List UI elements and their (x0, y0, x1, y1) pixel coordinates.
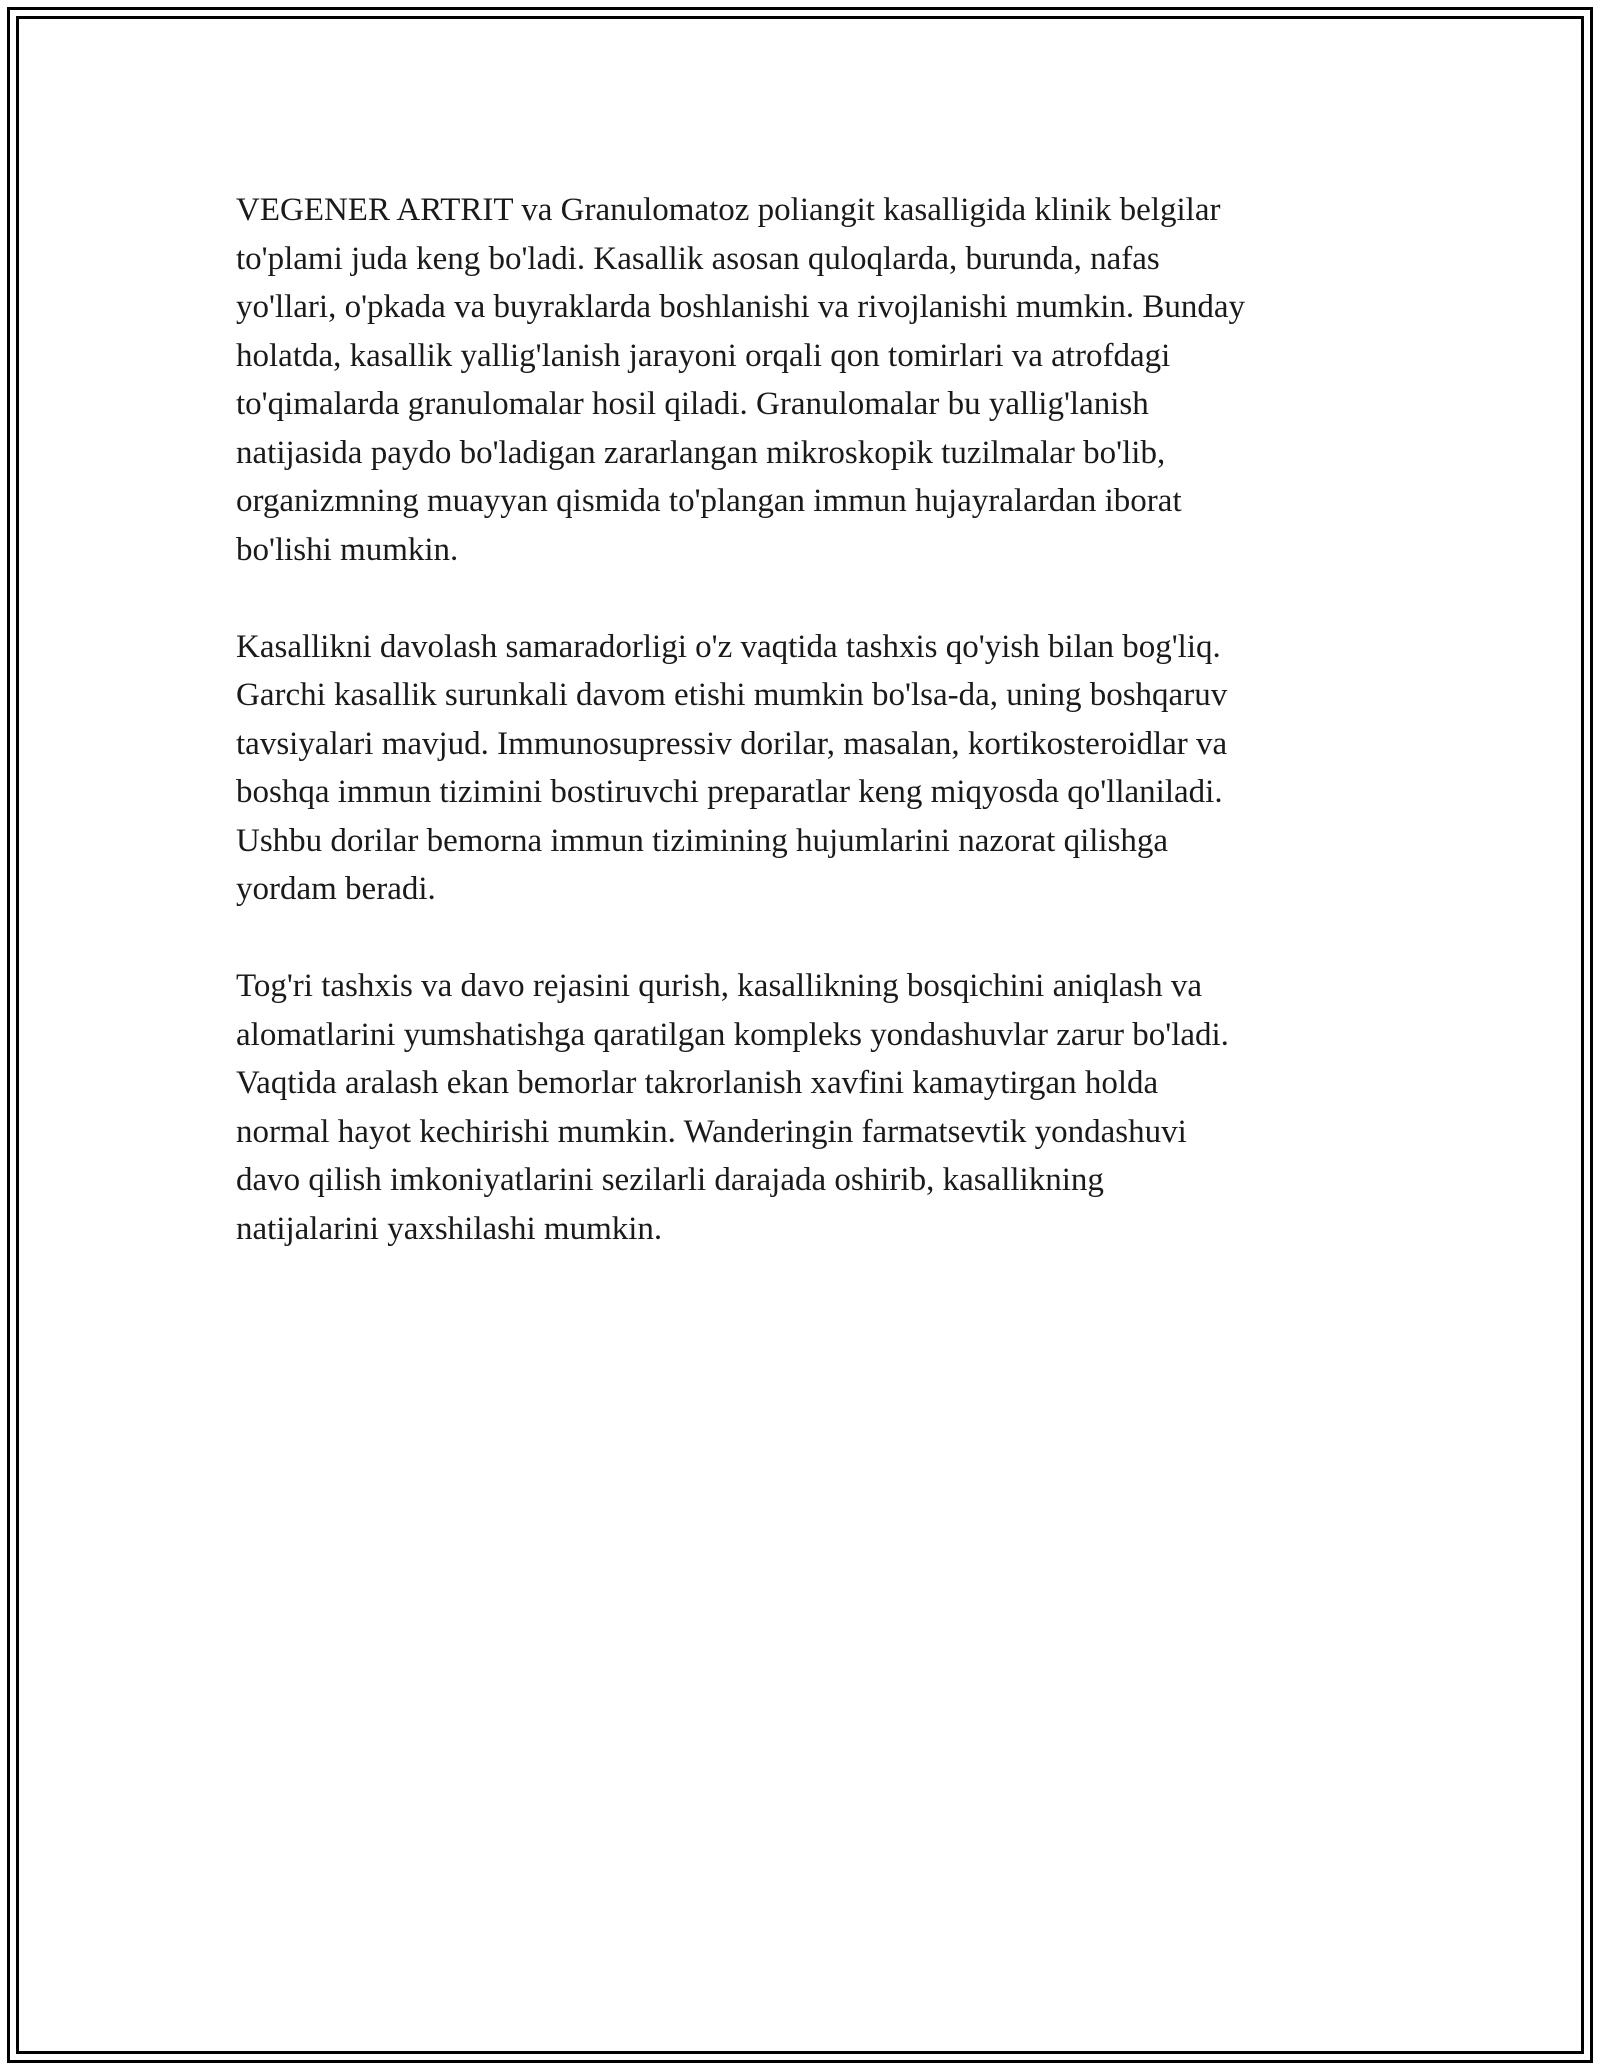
paragraph-1: VEGENER ARTRIT va Granulomatoz poliangit kasalligida klinik belgilar to'plami juda keng bo'ladi. Kasallik asosan quloqlarda, burunda, nafas yo'llari, o'pkada va buyraklarda boshlanishi va rivojlanishi mumkin. Bunday holatda, kasallik yallig'lanish jarayoni orqali qon tomirlari va atrofdagi to'qimalarda granulomalar hosil qiladi. Granulomalar bu yallig'lanish natijasida paydo bo'ladigan zararlangan mikroskopik tuzilmalar bo'lib, organizmning muayyan qismida to'plangan immun hujayralardan iborat bo'lishi mumkin. (236, 192, 1246, 568)
paragraph-2: Kasallikni davolash samaradorligi o'z vaqtida tashxis qo'yish bilan bog'liq. Garchi kasallik surunkali davom etishi mumkin bo'lsa-da, uning boshqaruv tavsiyalari mavjud. Immunosupressiv dorilar, masalan, kortikosteroidlar va boshqa immun tizimini bostiruvchi preparatlar keng miqyosda qo'llaniladi. Ushbu dorilar bemorna immun tizimining hujumlarini nazorat qilishga yordam beradi. (236, 628, 1228, 907)
document-body (236, 186, 1376, 1302)
paragraph-3: Tog'ri tashxis va davo rejasini qurish, kasallikning bosqichini aniqlash va alomatlarini yumshatishga qaratilgan kompleks yondashuvlar zarur bo'ladi. Vaqtida aralash ekan bemorlar takrorlanish xavfini kamaytirgan holda normal hayot kechirishi mumkin. Wanderingin farmatsevtik yondashuvi davo qilish imkoniyatlarini sezilarli darajada oshirib, kasallikning natijalarini yaxshilashi mumkin. (236, 968, 1229, 1247)
